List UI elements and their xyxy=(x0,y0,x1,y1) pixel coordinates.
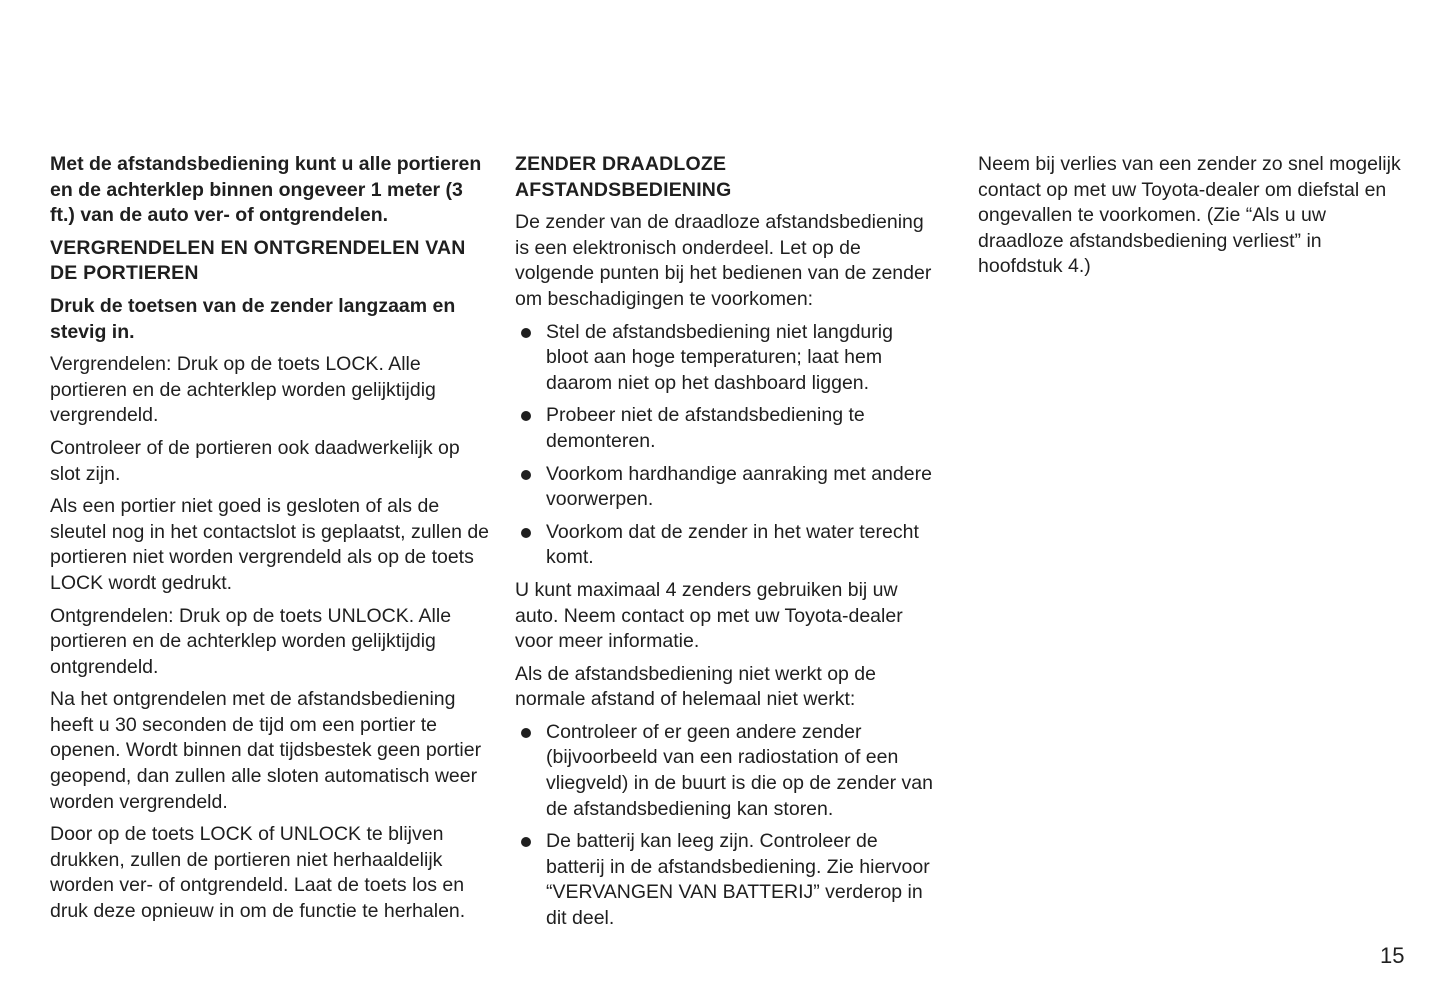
paragraph: Neem bij verlies van een zender zo snel mogelijk contact op met uw Toyota-dealer om diefstal en ongevallen te voorkomen. (Zie “Als u uw draadloze afstandsbediening verliest” in hoofdstuk 4.) xyxy=(978,153,1401,278)
bullet-icon xyxy=(521,470,531,480)
intro-paragraph: Met de afstandsbediening kunt u alle portieren en de achterklep binnen ongeveer 1 meter (3 ft.) van de auto ver- of ontgrendelen. xyxy=(50,153,482,227)
section-subheading: Druk de toetsen van de zender langzaam en stevig in. xyxy=(50,294,456,343)
list-item-text: Controleer of er geen andere zender (bijvoorbeeld van een radiostation of een vliegveld) in de buurt is die op de zender van de afstandsbediening kan storen. xyxy=(546,720,933,820)
paragraph: Vergrendelen: Druk op de toets LOCK. Alle portieren en de achterklep worden gelijktijdig vergrendeld. xyxy=(50,353,436,427)
list-item xyxy=(515,520,940,571)
list-item-text: Probeer niet de afstandsbediening te demonteren. xyxy=(546,404,865,452)
bullet-icon xyxy=(521,837,531,847)
paragraph: Na het ontgrendelen met de afstandsbediening heeft u 30 seconden de tijd om een portier te openen. Wordt binnen dat tijdsbestek geen portier geopend, dan zullen alle sloten automatisch weer worden vergrendeld. xyxy=(50,688,482,813)
list-item-text: De batterij kan leeg zijn. Controleer de batterij in de afstandsbediening. Zie hiervoor “VERVANGEN VAN BATTERIJ” verderop in dit deel. xyxy=(546,830,930,930)
bullet-icon xyxy=(521,728,531,738)
bullet-icon xyxy=(521,328,531,338)
paragraph: Controleer of de portieren ook daadwerkelijk op slot zijn. xyxy=(50,436,460,485)
bullet-icon xyxy=(521,528,531,538)
list-item xyxy=(515,403,940,454)
paragraph: Als een portier niet goed is gesloten of als de sleutel nog in het contactslot is geplaatst, zullen de portieren niet worden vergrendeld als op de toets LOCK wordt gedrukt. xyxy=(50,495,490,594)
section-heading-locking: VERGRENDELEN EN ONTGRENDELEN VAN DE PORTIEREN xyxy=(50,236,466,285)
paragraph: Door op de toets LOCK of UNLOCK te blijven drukken, zullen de portieren niet herhaaldelijk worden ver- of ontgrendeld. Laat de toets los en druk deze opnieuw in om de functie te herhalen. xyxy=(50,823,466,923)
column-left xyxy=(50,152,490,932)
list-item xyxy=(515,462,940,513)
list-item xyxy=(515,720,940,822)
list-item-text: Stel de afstandsbediening niet langdurig bloot aan hoge temperaturen; laat hem daarom niet op het dashboard liggen. xyxy=(546,320,893,394)
paragraph: De zender van de draadloze afstandsbediening is een elektronisch onderdeel. Let op de volgende punten bij het bedienen van de zender om beschadigingen te voorkomen: xyxy=(515,211,932,310)
list-item-text: Voorkom dat de zender in het water terecht komt. xyxy=(546,520,919,569)
column-middle xyxy=(515,152,940,939)
list-item xyxy=(515,320,940,397)
column-right xyxy=(978,152,1408,287)
bullet-icon xyxy=(521,411,531,421)
paragraph: U kunt maximaal 4 zenders gebruiken bij uw auto. Neem contact op met uw Toyota-dealer voor meer informatie. xyxy=(515,578,903,653)
page-number: 15 xyxy=(1380,943,1405,968)
precautions-list xyxy=(515,320,940,571)
list-item-text: Voorkom hardhandige aanraking met andere voorwerpen. xyxy=(546,462,932,511)
troubleshooting-list xyxy=(515,720,940,932)
list-item xyxy=(515,829,940,931)
section-heading-transmitter: ZENDER DRAADLOZE AFSTANDSBEDIENING xyxy=(515,153,732,201)
paragraph: Als de afstandsbediening niet werkt op de normale afstand of helemaal niet werkt: xyxy=(515,662,876,711)
paragraph: Ontgrendelen: Druk op de toets UNLOCK. Alle portieren en de achterklep worden gelijktijdig ontgrendeld. xyxy=(50,604,452,678)
